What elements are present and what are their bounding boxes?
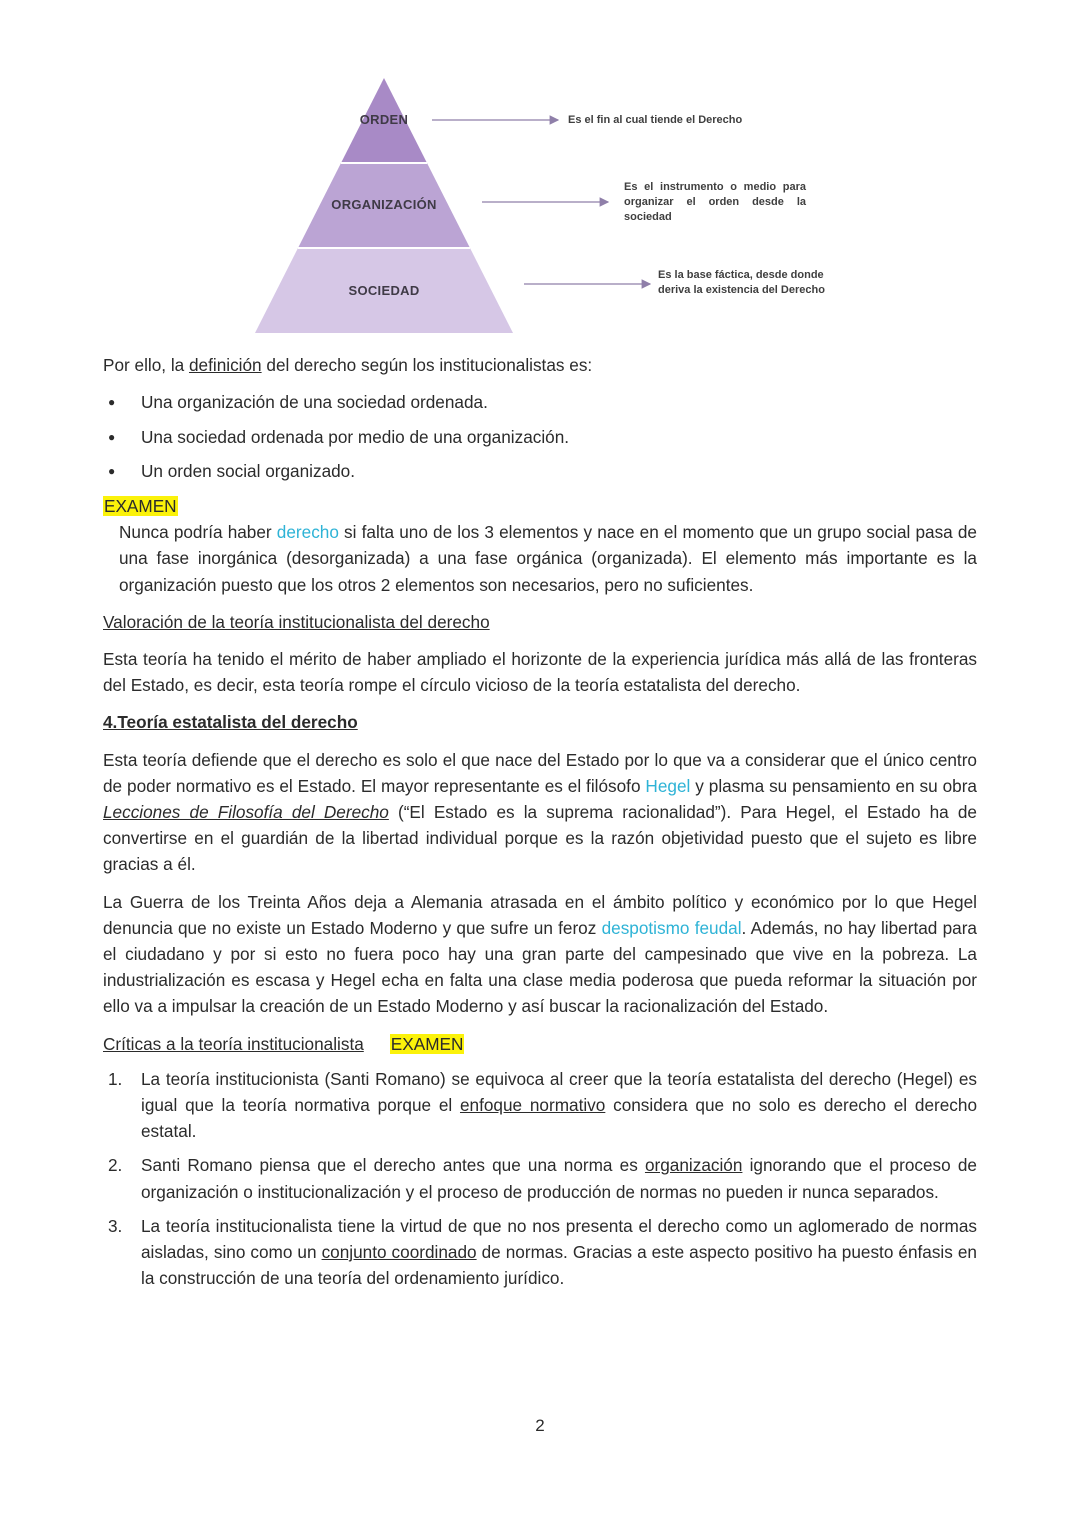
criticas-heading-row [103,1031,977,1057]
definition-intro: Por ello, la definición del derecho según los institucionalistas es: [103,355,593,375]
pyramid-graphic [0,0,1080,345]
list-item: 1. La teoría institucionista (Santi Romano) se equivoca al creer que la teoría estatalista del derecho (Hegel) es igual que la teoría normativa porque el enfoque normativo considera que no solo es derecho el derecho estatal. [108,1068,977,1142]
section-4-heading: 4.Teoría estatalista del derecho [103,712,358,733]
level-label-sociedad: SOCIEDAD [348,283,420,298]
criticas-list [103,1066,977,1292]
list-item: 2. Santi Romano piensa que el derecho antes que una norma es organización ignorando que el proceso de organización o institucionalización y el proceso de producción de normas no pueden ir nunca separados. [108,1155,977,1202]
valoracion-paragraph: Esta teoría ha tenido el mérito de haber ampliado el horizonte de la experiencia jurídica más allá de las fronteras del Estado, es decir, esta teoría rompe el círculo vicioso de la teoría estatalista del derecho. [103,649,977,696]
definition-list [103,389,977,484]
section-4-paragraph-2: La Guerra de los Treinta Años deja a Alemania atrasada en el ámbito político y económico por lo que Hegel denuncia que no existe un Estado Moderno y que sufre un feroz despotismo feudal. Además, no hay libertad para el ciudadano y por si esto no fuera poco hay una gran parte del campesinado que vive en la pobreza. La industrialización es escasa y Hegel echa en falta una clase media poderosa que pueda reformar la situación por ello va a impulsar la creación de un Estado Moderno y así buscar la racionalización del Estado. [103,891,977,1017]
page-number: 2 [535,1416,545,1435]
work-title: Lecciones de Filosofía del Derecho [103,802,389,823]
criticas-heading: Críticas a la teoría institucionalista [103,1033,364,1054]
exam-badge: EXAMEN [104,495,177,516]
section-4-paragraph-1: Esta teoría defiende que el derecho es solo el que nace del Estado por lo que va a considerar que el único centro de poder normativo es el Estado. El mayor representante es el filósofo Hegel y plasma su pensamiento en su obra Lecciones de Filosofía del Derecho (“El Estado es la suprema racionalidad”). Para Hegel, el Estado ha de convertirse en el guardián de la libertad individual porque es la razón objetividad puesto que el sujeto es libre gracias a él. [103,749,977,875]
level-label-organizacion: ORGANIZACIÓN [331,197,437,212]
level-label-orden: ORDEN [359,112,409,127]
exam-label-1-row [103,493,977,519]
highlighted-term-derecho: derecho [276,522,339,543]
description-organizacion: Es el instrumento o medio para organizar el orden desde la sociedad [624,181,806,223]
valoracion-heading: Valoración de la teoría institucionalista del derecho [103,611,490,632]
document-body [103,352,977,1299]
exam-paragraph: Nunca podría haber derecho si falta uno de los 3 elementos y nace en el momento que un grupo social pasa de una fase inorgánica (desorganizada) a una fase orgánica (organizada). El elemento más importante es la organización puesto que los otros 2 elementos son necesarios, pero no suficientes. [119,522,977,595]
list-item: 3. La teoría institucionalista tiene la virtud de que no nos presenta el derecho como un aglomerado de normas aisladas, sino como un conjunto coordinado de normas. Gracias a este aspecto positivo ha puesto énfasis en la construcción de una teoría del ordenamiento jurídico. [108,1215,977,1289]
description-orden: Es el fin al cual tiende el Derecho [568,114,743,126]
pyramid-diagram [0,0,1080,345]
description-sociedad: Es la base fáctica, desde donde deriva la existencia del Derecho [658,269,825,296]
highlighted-term-despotismo: despotismo feudal [601,917,742,938]
list-item: ● Una organización de una sociedad ordenada. [103,389,977,415]
list-item: ● Una sociedad ordenada por medio de una organización. [103,424,977,450]
list-item: ● Un orden social organizado. [103,458,977,484]
definition-term: definición [188,355,262,375]
highlighted-term-hegel: Hegel [645,775,691,796]
exam-badge: EXAMEN [390,1033,464,1054]
